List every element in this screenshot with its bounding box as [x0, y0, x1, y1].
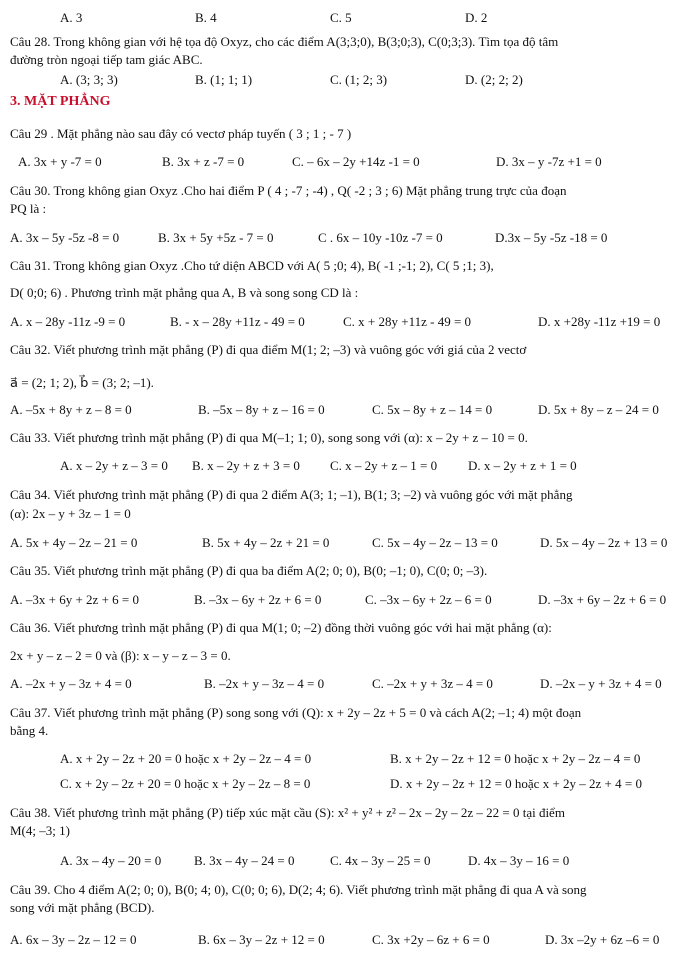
answer-options [0, 230, 700, 246]
question-text: (α): 2x – y + 3z – 1 = 0 [10, 506, 131, 521]
answer-option-b[interactable]: B. 5x + 4y – 2z + 21 = 0 [202, 535, 330, 550]
answer-option-d[interactable]: D. 4x – 3y – 16 = 0 [468, 853, 570, 868]
answer-option-d[interactable]: D. x – 2y + z + 1 = 0 [468, 458, 577, 473]
answer-option-d[interactable]: D. 2 [465, 10, 488, 25]
answer-option-c[interactable]: C. 4x – 3y – 25 = 0 [330, 853, 431, 868]
answer-option-b[interactable]: B. - x – 28y +11z - 49 = 0 [170, 314, 305, 329]
answer-option-a[interactable]: A. –2x + y – 3z + 4 = 0 [10, 676, 132, 691]
answer-option-a[interactable]: A. (3; 3; 3) [60, 72, 118, 87]
answer-option-b[interactable]: B. 3x + 5y +5z - 7 = 0 [158, 230, 274, 245]
answer-options [0, 932, 700, 948]
answer-option-d[interactable]: D. 3x –2y + 6z –6 = 0 [545, 932, 660, 947]
answer-option-c[interactable]: C. –2x + y + 3z – 4 = 0 [372, 676, 493, 691]
answer-option-a[interactable]: A. x – 28y -11z -9 = 0 [10, 314, 126, 329]
answer-options [0, 402, 700, 418]
question-text: Câu 30. Trong không gian Oxyz .Cho hai điểm P ( 4 ; -7 ; -4) , Q( -2 ; 3 ; 6) Mặt phẳng trung trực của đoạn [10, 183, 567, 198]
question-text: PQ là : [10, 201, 47, 216]
answer-options [0, 751, 700, 767]
answer-option-c[interactable]: C. 5 [330, 10, 352, 25]
answer-option-d[interactable]: D. –3x + 6y – 2z + 6 = 0 [538, 592, 667, 607]
question-text: đường tròn ngoại tiếp tam giác ABC. [10, 52, 203, 67]
answer-options [0, 314, 700, 330]
answer-option-b[interactable]: B. (1; 1; 1) [195, 72, 253, 87]
question-text: Câu 37. Viết phương trình mặt phẳng (P) song song với (Q): x + 2y – 2z + 5 = 0 và cách A(2; –1; 4) một đoạn [10, 705, 582, 720]
question-text: D( 0;0; 6) . Phương trình mặt phẳng qua A, B và song song CD là : [10, 285, 359, 300]
section-heading: 3. MẶT PHẲNG [10, 94, 111, 109]
answer-option-a[interactable]: A. –3x + 6y + 2z + 6 = 0 [10, 592, 139, 607]
answer-option-b[interactable]: B. 3x – 4y – 24 = 0 [194, 853, 295, 868]
answer-options [0, 676, 700, 692]
answer-option-c[interactable]: C . 6x – 10y -10z -7 = 0 [318, 230, 443, 245]
answer-option-a[interactable]: A. 3x + y -7 = 0 [18, 154, 102, 169]
question-text: 2x + y – z – 2 = 0 và (β): x – y – z – 3 = 0. [10, 648, 231, 663]
answer-options [0, 458, 700, 474]
answer-option-d[interactable]: D.3x – 5y -5z -18 = 0 [495, 230, 608, 245]
answer-option-b[interactable]: D. x + 2y – 2z + 12 = 0 hoặc x + 2y – 2z + 4 = 0 [390, 776, 642, 791]
question-text: Câu 38. Viết phương trình mặt phẳng (P) tiếp xúc mặt cầu (S): x² + y² + z² – 2x – 2y – 2z – 22 = 0 tại điểm [10, 805, 565, 820]
answer-option-d[interactable]: D. 5x + 8y – z – 24 = 0 [538, 402, 659, 417]
question-text: Câu 34. Viết phương trình mặt phẳng (P) đi qua 2 điểm A(3; 1; –1), B(1; 3; –2) và vuông góc với mặt phẳng [10, 487, 573, 502]
answer-option-b[interactable]: B. x + 2y – 2z + 12 = 0 hoặc x + 2y – 2z – 4 = 0 [390, 751, 641, 766]
answer-option-c[interactable]: C. x + 28y +11z - 49 = 0 [343, 314, 472, 329]
answer-options [0, 154, 700, 170]
question-text: a⃗ = (2; 1; 2), b⃗ = (3; 2; –1). [10, 375, 154, 390]
answer-option-a[interactable]: A. 3x – 4y – 20 = 0 [60, 853, 162, 868]
answer-option-b[interactable]: B. –2x + y – 3z – 4 = 0 [204, 676, 325, 691]
answer-option-c[interactable]: C. x – 2y + z – 1 = 0 [330, 458, 438, 473]
answer-option-b[interactable]: B. 4 [195, 10, 217, 25]
answer-options [0, 10, 700, 26]
answer-option-a[interactable]: C. x + 2y – 2z + 20 = 0 hoặc x + 2y – 2z – 8 = 0 [60, 776, 311, 791]
answer-option-a[interactable]: A. 3 [60, 10, 83, 25]
answer-option-d[interactable]: D. 3x – y -7z +1 = 0 [496, 154, 602, 169]
answer-options [0, 853, 700, 869]
answer-options [0, 776, 700, 792]
answer-option-a[interactable]: A. x + 2y – 2z + 20 = 0 hoặc x + 2y – 2z – 4 = 0 [60, 751, 312, 766]
answer-option-b[interactable]: B. –3x – 6y + 2z + 6 = 0 [194, 592, 322, 607]
answer-option-c[interactable]: C. –3x – 6y + 2z – 6 = 0 [365, 592, 492, 607]
question-text: Câu 39. Cho 4 điểm A(2; 0; 0), B(0; 4; 0), C(0; 0; 6), D(2; 4; 6). Viết phương trình mặt phẳng đi qua A và song [10, 882, 587, 897]
answer-option-b[interactable]: B. x – 2y + z + 3 = 0 [192, 458, 300, 473]
question-text: Câu 31. Trong không gian Oxyz .Cho tứ diện ABCD với A( 5 ;0; 4), B( -1 ;-1; 2), C( 5 ;1; 3), [10, 258, 494, 273]
answer-option-c[interactable]: C. 5x – 4y – 2z – 13 = 0 [372, 535, 498, 550]
question-text: Câu 29 . Mặt phẳng nào sau đây có vectơ pháp tuyến ( 3 ; 1 ; - 7 ) [10, 126, 352, 141]
answer-option-d[interactable]: D. –2x – y + 3z + 4 = 0 [540, 676, 662, 691]
answer-option-a[interactable]: A. 6x – 3y – 2z – 12 = 0 [10, 932, 137, 947]
answer-option-a[interactable]: A. x – 2y + z – 3 = 0 [60, 458, 168, 473]
question-text: Câu 33. Viết phương trình mặt phẳng (P) đi qua M(–1; 1; 0), song song với (α): x – 2y + z – 10 = 0. [10, 430, 528, 445]
answer-options [0, 592, 700, 608]
answer-option-c[interactable]: C. (1; 2; 3) [330, 72, 388, 87]
question-text: song với mặt phẳng (BCD). [10, 900, 155, 915]
question-text: Câu 36. Viết phương trình mặt phẳng (P) đi qua M(1; 0; –2) đồng thời vuông góc với hai mặt phẳng (α): [10, 620, 552, 635]
answer-option-a[interactable]: A. 5x + 4y – 2z – 21 = 0 [10, 535, 138, 550]
question-text: Câu 32. Viết phương trình mặt phẳng (P) đi qua điểm M(1; 2; –3) và vuông góc với giá của 2 vectơ [10, 342, 527, 357]
answer-option-d[interactable]: D. 5x – 4y – 2z + 13 = 0 [540, 535, 668, 550]
answer-option-b[interactable]: B. 3x + z -7 = 0 [162, 154, 245, 169]
answer-option-a[interactable]: A. –5x + 8y + z – 8 = 0 [10, 402, 132, 417]
answer-options [0, 72, 700, 88]
question-text: bằng 4. [10, 723, 49, 738]
answer-option-c[interactable]: C. – 6x – 2y +14z -1 = 0 [292, 154, 420, 169]
answer-option-a[interactable]: A. 3x – 5y -5z -8 = 0 [10, 230, 120, 245]
answer-option-d[interactable]: D. (2; 2; 2) [465, 72, 523, 87]
question-text: Câu 28. Trong không gian với hệ tọa độ Oxyz, cho các điểm A(3;3;0), B(3;0;3), C(0;3;3). Tìm tọa độ tâm [10, 34, 559, 49]
question-text: M(4; –3; 1) [10, 823, 70, 838]
answer-option-c[interactable]: C. 3x +2y – 6z + 6 = 0 [372, 932, 490, 947]
answer-option-b[interactable]: B. –5x – 8y + z – 16 = 0 [198, 402, 325, 417]
answer-option-d[interactable]: D. x +28y -11z +19 = 0 [538, 314, 661, 329]
answer-options [0, 535, 700, 551]
answer-option-b[interactable]: B. 6x – 3y – 2z + 12 = 0 [198, 932, 325, 947]
question-text: Câu 35. Viết phương trình mặt phẳng (P) đi qua ba điểm A(2; 0; 0), B(0; –1; 0), C(0; 0; –3). [10, 563, 488, 578]
answer-option-c[interactable]: C. 5x – 8y + z – 14 = 0 [372, 402, 493, 417]
